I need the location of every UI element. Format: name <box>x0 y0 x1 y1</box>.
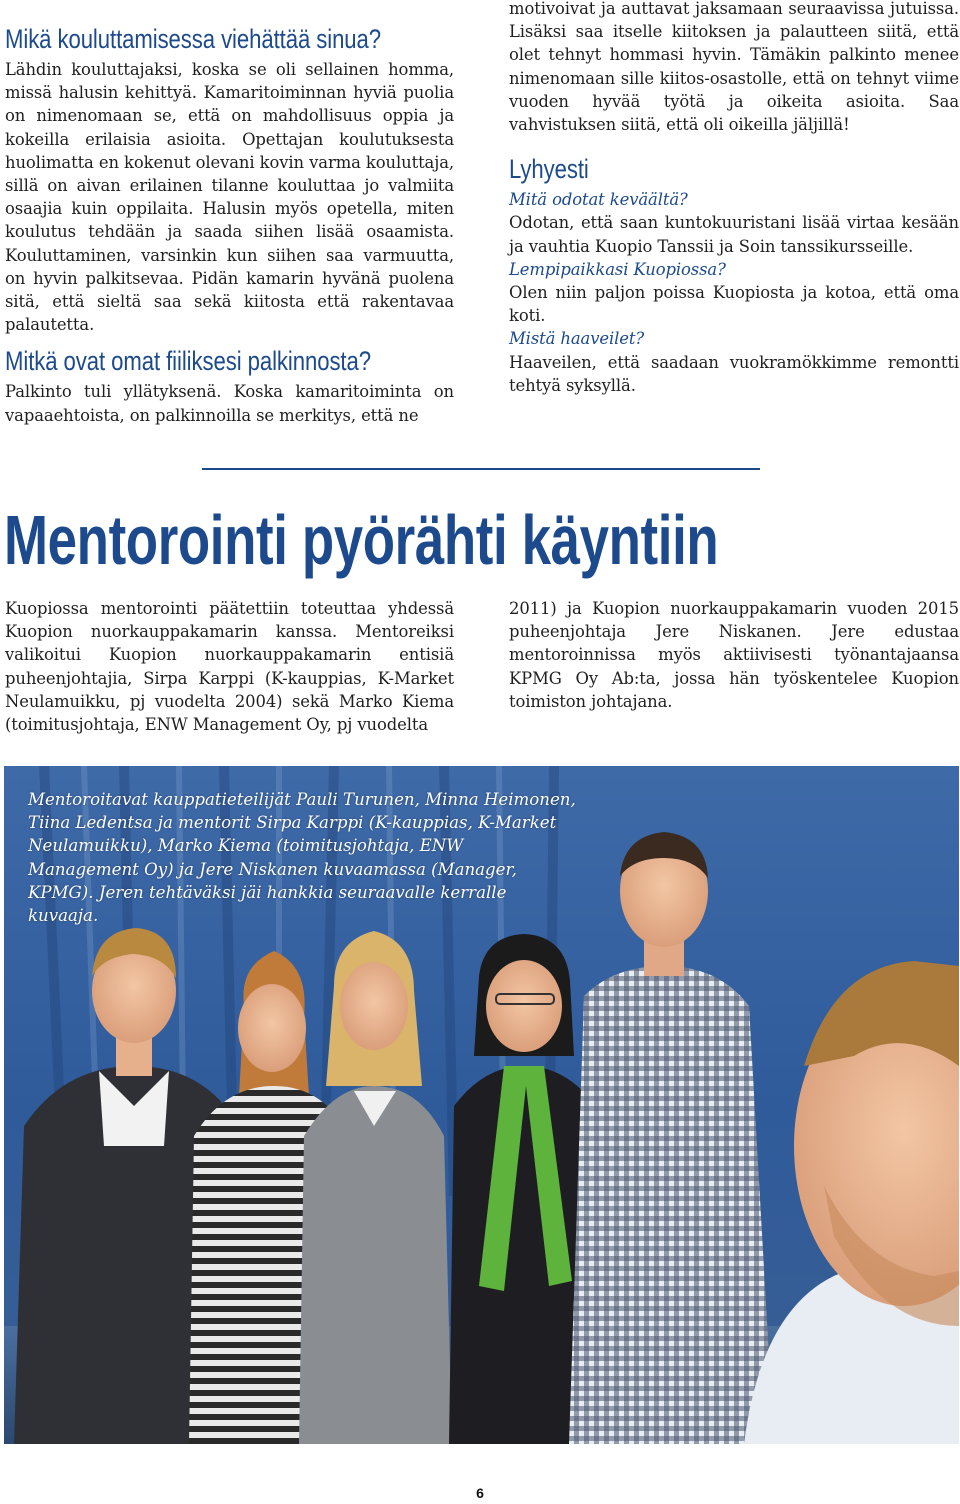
article-right-column <box>509 597 959 713</box>
article-headline: Mentorointi pyörähti käyntiin <box>4 501 719 579</box>
article-left-column <box>5 597 454 736</box>
answer-text: Haaveilen, että saadaan vuokramökkimme remontti tehtyä syksyllä. <box>509 352 959 395</box>
question-text: Mistä haaveilet? <box>509 329 645 349</box>
section-heading: Mikä kouluttamisessa viehättää sinua? <box>5 24 382 54</box>
page-number: 6 <box>476 1485 484 1501</box>
body-paragraph: motivoivat ja auttavat jaksamaan seuraavissa jutuissa. Lisäksi saa itselle kiitoksen ja palautteen siitä, että olet tehnyt hommasi hyvin. Tämäkin palkinto menee nimenomaan sille kiitos-osastolle, että on tehnyt viime vuoden hyvää työtä ja oikeita asioita. Saa vahvistuksen siitä, että oli oikeilla jäljillä! <box>509 0 959 135</box>
body-paragraph: Kuopiossa mentorointi päätettiin toteuttaa yhdessä Kuopion nuorkauppakamarin kanssa. Mentoreiksi valikoitui Kuopion nuorkauppakamarin entisiä puheenjohtajia, Sirpa Karppi (K-kauppias, K-Market Neulamuikku, pj vuodelta 2004) sekä Marko Kiema (toimitusjohtaja, ENW Management Oy, pj vuodelta <box>5 599 454 735</box>
sidebar-heading: Lyhyesti <box>509 154 589 185</box>
section-heading: Mitkä ovat omat fiiliksesi palkinnosta? <box>5 346 371 377</box>
section-divider <box>202 468 760 470</box>
answer-text: Olen niin paljon poissa Kuopiosta ja kotoa, että oma koti. <box>509 283 959 326</box>
body-paragraph: Palkinto tuli yllätyksenä. Koska kamaritoiminta on vapaaehtoista, on palkinnoilla se merkitys, että ne <box>5 382 454 425</box>
answer-text: Odotan, että saan kuntokuuristani lisää virtaa kesään ja vauhtia Kuopio Tanssii ja Soin tanssikursseille. <box>509 213 959 256</box>
top-left-column <box>5 24 454 427</box>
body-paragraph: Lähdin kouluttajaksi, koska se oli sellainen homma, missä halusin kehittyä. Kamaritoiminnan hyviä puolia on nimenomaan se, että on mahdollisuus oppia ja kokeilla erilaisia asioita. Opettajan koulutuksesta huolimatta en kokenut olevani kovin varma kouluttaja, sillä on aivan erilainen tilanne kouluttaa jo valmiita osaajia kuin oppilaita. Halusin myös opetella, miten koulutus tehdään ja saada siihen lisää osaamista. Kouluttaminen, varsinkin kun siihen saa varmuutta, on hyvin palkitsevaa. Pidän kamarin hyvänä puolena sitä, että sieltä saa sekä kiitosta että rakentavaa palautetta. <box>5 60 454 335</box>
top-right-column <box>509 0 959 397</box>
question-text: Lempipaikkasi Kuopiossa? <box>509 259 726 279</box>
question-text: Mitä odotat keväältä? <box>509 190 688 210</box>
body-paragraph: 2011) ja Kuopion nuorkauppakamarin vuoden 2015 puheenjohtaja Jere Niskanen. Jere edustaa mentoroinnissa myös aktiivisesti työnantajaansa KPMG Oy Ab:ta, jossa hän työskentelee Kuopion toimiston johtajana. <box>509 599 959 711</box>
photo-caption: Mentoroitavat kauppatieteilijät Pauli Turunen, Minna Heimonen, Tiina Ledentsa ja mentorit Sirpa Karppi (K-kauppias, K-Market Neulamuikku), Marko Kiema (toimitusjohtaja, ENW Management Oy) ja Jere Niskanen kuvaamassa (Manager, KPMG). Jeren tehtäväksi jäi hankkia seuraavalle kerralle kuvaaja. <box>28 790 576 926</box>
